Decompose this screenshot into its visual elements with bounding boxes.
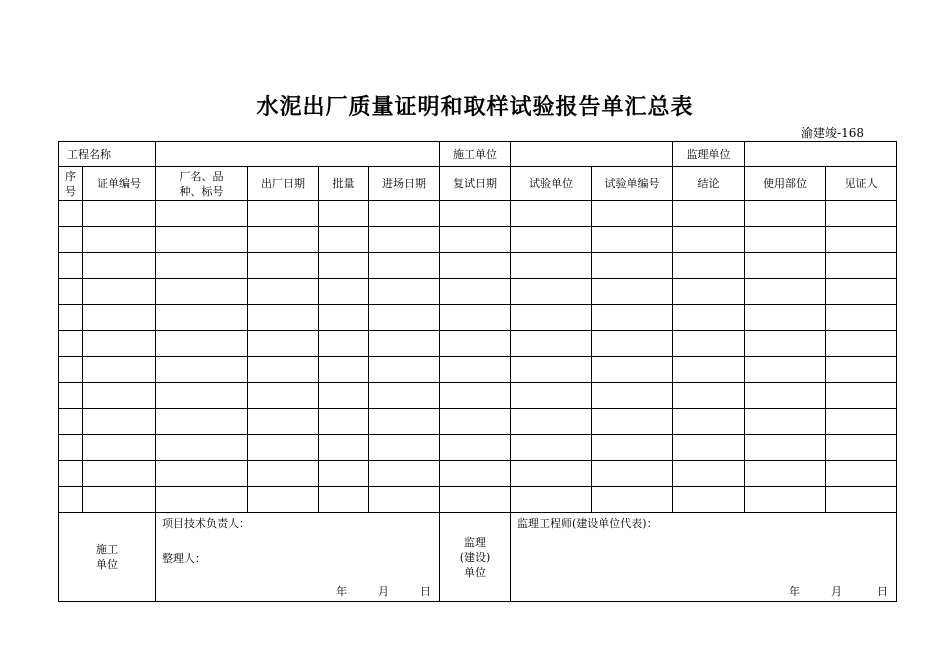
table-cell[interactable] xyxy=(319,383,369,409)
construction-unit-sig-label: 施工 单位 xyxy=(59,513,156,602)
col-witness: 见证人 xyxy=(826,167,897,201)
table-cell[interactable] xyxy=(745,409,826,435)
table-cell[interactable] xyxy=(511,487,592,513)
table-cell[interactable] xyxy=(248,409,319,435)
table-cell[interactable] xyxy=(673,227,745,253)
table-cell[interactable] xyxy=(83,435,156,461)
table-cell[interactable] xyxy=(673,461,745,487)
page-title: 水泥出厂质量证明和取样试验报告单汇总表 xyxy=(256,95,694,120)
table-cell[interactable] xyxy=(592,227,673,253)
col-factory-date: 出厂日期 xyxy=(248,167,319,201)
project-info-row xyxy=(59,142,897,167)
table-cell[interactable] xyxy=(248,461,319,487)
table-cell[interactable] xyxy=(592,201,673,227)
table-cell[interactable] xyxy=(673,331,745,357)
table-cell[interactable] xyxy=(319,227,369,253)
table-row xyxy=(59,331,897,357)
table-cell[interactable] xyxy=(156,305,248,331)
table-cell[interactable] xyxy=(511,461,592,487)
table-cell[interactable] xyxy=(59,227,83,253)
table-cell[interactable] xyxy=(319,461,369,487)
construction-unit-field[interactable] xyxy=(511,142,673,167)
col-test-unit: 试验单位 xyxy=(511,167,592,201)
table-cell[interactable] xyxy=(592,305,673,331)
table-cell[interactable] xyxy=(83,279,156,305)
table-cell[interactable] xyxy=(592,383,673,409)
table-cell[interactable] xyxy=(826,435,897,461)
table-cell[interactable] xyxy=(369,201,440,227)
table-row xyxy=(59,461,897,487)
table-cell[interactable] xyxy=(826,331,897,357)
table-cell[interactable] xyxy=(319,357,369,383)
table-cell[interactable] xyxy=(369,409,440,435)
table-cell[interactable] xyxy=(745,331,826,357)
table-cell[interactable] xyxy=(83,461,156,487)
table-cell[interactable] xyxy=(440,201,511,227)
table-row xyxy=(59,279,897,305)
table-cell[interactable] xyxy=(319,279,369,305)
table-cell[interactable] xyxy=(59,279,83,305)
table-cell[interactable] xyxy=(248,357,319,383)
table-cell[interactable] xyxy=(59,461,83,487)
table-row xyxy=(59,383,897,409)
col-batch: 批量 xyxy=(319,167,369,201)
table-cell[interactable] xyxy=(440,461,511,487)
table-cell[interactable] xyxy=(59,383,83,409)
table-cell[interactable] xyxy=(826,461,897,487)
table-cell[interactable] xyxy=(511,409,592,435)
table-cell[interactable] xyxy=(369,435,440,461)
table-cell[interactable] xyxy=(319,305,369,331)
col-entry-date: 进场日期 xyxy=(369,167,440,201)
table-cell[interactable] xyxy=(83,201,156,227)
table-cell[interactable] xyxy=(319,201,369,227)
table-cell[interactable] xyxy=(156,487,248,513)
table-cell[interactable] xyxy=(369,253,440,279)
table-cell[interactable] xyxy=(826,357,897,383)
table-cell[interactable] xyxy=(83,383,156,409)
table-cell[interactable] xyxy=(826,201,897,227)
supervision-unit-label: 监理单位 xyxy=(673,142,745,167)
table-cell[interactable] xyxy=(592,279,673,305)
table-cell[interactable] xyxy=(369,487,440,513)
table-cell[interactable] xyxy=(156,409,248,435)
col-seq: 序 号 xyxy=(59,167,83,201)
table-row xyxy=(59,227,897,253)
table-cell[interactable] xyxy=(673,253,745,279)
project-name-field[interactable] xyxy=(156,142,440,167)
column-header-row xyxy=(59,167,897,201)
table-cell[interactable] xyxy=(511,253,592,279)
table-cell[interactable] xyxy=(156,253,248,279)
table-cell[interactable] xyxy=(826,487,897,513)
table-cell[interactable] xyxy=(369,305,440,331)
table-row xyxy=(59,201,897,227)
organizer-label: 整理人： xyxy=(162,552,206,565)
table-cell[interactable] xyxy=(673,409,745,435)
table-cell[interactable] xyxy=(592,331,673,357)
signature-row xyxy=(59,513,897,602)
table-cell[interactable] xyxy=(59,253,83,279)
col-test-no: 试验单编号 xyxy=(592,167,673,201)
table-cell[interactable] xyxy=(511,435,592,461)
table-cell[interactable] xyxy=(440,357,511,383)
table-cell[interactable] xyxy=(440,409,511,435)
table-cell[interactable] xyxy=(826,409,897,435)
table-cell[interactable] xyxy=(83,409,156,435)
table-cell[interactable] xyxy=(59,435,83,461)
table-cell[interactable] xyxy=(319,487,369,513)
table-cell[interactable] xyxy=(83,487,156,513)
table-cell[interactable] xyxy=(248,201,319,227)
table-cell[interactable] xyxy=(673,435,745,461)
table-cell[interactable] xyxy=(592,253,673,279)
col-cert-no: 证单编号 xyxy=(83,167,156,201)
table-cell[interactable] xyxy=(440,305,511,331)
table-cell[interactable] xyxy=(319,331,369,357)
table-cell[interactable] xyxy=(511,305,592,331)
table-cell[interactable] xyxy=(745,305,826,331)
table-cell[interactable] xyxy=(440,331,511,357)
table-cell[interactable] xyxy=(826,279,897,305)
table-cell[interactable] xyxy=(369,461,440,487)
col-conclusion: 结论 xyxy=(673,167,745,201)
table-cell[interactable] xyxy=(673,279,745,305)
table-cell[interactable] xyxy=(440,227,511,253)
table-cell[interactable] xyxy=(59,331,83,357)
table-cell[interactable] xyxy=(156,279,248,305)
table-cell[interactable] xyxy=(248,331,319,357)
construction-sign-area[interactable] xyxy=(156,513,440,602)
table-cell[interactable] xyxy=(745,461,826,487)
table-cell[interactable] xyxy=(59,409,83,435)
table-cell[interactable] xyxy=(248,435,319,461)
table-cell[interactable] xyxy=(248,253,319,279)
supervisor-label: 监理工程师(建设单位代表)： xyxy=(517,517,658,530)
form-code: 渝建竣-168 xyxy=(801,126,864,140)
table-cell[interactable] xyxy=(440,435,511,461)
table-cell[interactable] xyxy=(673,383,745,409)
table-cell[interactable] xyxy=(156,461,248,487)
table-cell[interactable] xyxy=(511,383,592,409)
supervision-unit-sig-label: 监理 (建设) 单位 xyxy=(440,513,511,602)
col-retest-date: 复试日期 xyxy=(440,167,511,201)
supervision-unit-field[interactable] xyxy=(745,142,897,167)
supervision-date: 年 月 日 xyxy=(789,585,888,598)
table-cell[interactable] xyxy=(369,279,440,305)
table-cell[interactable] xyxy=(156,201,248,227)
table-cell[interactable] xyxy=(83,305,156,331)
table-cell[interactable] xyxy=(319,435,369,461)
table-cell[interactable] xyxy=(592,435,673,461)
table-cell[interactable] xyxy=(248,279,319,305)
table-cell[interactable] xyxy=(319,253,369,279)
table-cell[interactable] xyxy=(592,357,673,383)
table-row xyxy=(59,253,897,279)
table-cell[interactable] xyxy=(248,487,319,513)
table-cell[interactable] xyxy=(592,409,673,435)
table-row xyxy=(59,487,897,513)
table-cell[interactable] xyxy=(369,227,440,253)
table-cell[interactable] xyxy=(248,227,319,253)
table-cell[interactable] xyxy=(826,383,897,409)
table-cell[interactable] xyxy=(673,201,745,227)
table-cell[interactable] xyxy=(83,253,156,279)
project-name-label: 工程名称 xyxy=(59,142,156,167)
table-cell[interactable] xyxy=(673,487,745,513)
table-cell[interactable] xyxy=(511,279,592,305)
table-cell[interactable] xyxy=(83,357,156,383)
summary-table xyxy=(58,141,897,602)
table-cell[interactable] xyxy=(369,357,440,383)
table-cell[interactable] xyxy=(745,227,826,253)
table-cell[interactable] xyxy=(59,201,83,227)
table-cell[interactable] xyxy=(511,357,592,383)
table-cell[interactable] xyxy=(248,383,319,409)
table-cell[interactable] xyxy=(745,201,826,227)
table-row xyxy=(59,357,897,383)
table-cell[interactable] xyxy=(59,487,83,513)
table-cell[interactable] xyxy=(511,201,592,227)
table-cell[interactable] xyxy=(156,435,248,461)
table-cell[interactable] xyxy=(248,305,319,331)
table-cell[interactable] xyxy=(440,279,511,305)
table-cell[interactable] xyxy=(156,357,248,383)
table-cell[interactable] xyxy=(83,331,156,357)
table-cell[interactable] xyxy=(440,383,511,409)
col-maker: 厂名、品 种、标号 xyxy=(156,167,248,201)
construction-date: 年 月 日 xyxy=(336,585,431,598)
data-rows xyxy=(59,201,897,513)
col-use-part: 使用部位 xyxy=(745,167,826,201)
table-cell[interactable] xyxy=(673,305,745,331)
table-cell[interactable] xyxy=(156,383,248,409)
table-cell[interactable] xyxy=(673,357,745,383)
table-cell[interactable] xyxy=(745,487,826,513)
tech-lead-label: 项目技术负责人： xyxy=(162,517,250,530)
table-row xyxy=(59,409,897,435)
table-cell[interactable] xyxy=(511,227,592,253)
table-cell[interactable] xyxy=(319,409,369,435)
table-cell[interactable] xyxy=(440,253,511,279)
table-cell[interactable] xyxy=(156,331,248,357)
table-cell[interactable] xyxy=(826,305,897,331)
table-cell[interactable] xyxy=(592,487,673,513)
table-cell[interactable] xyxy=(745,253,826,279)
table-cell[interactable] xyxy=(745,383,826,409)
table-cell[interactable] xyxy=(369,383,440,409)
table-cell[interactable] xyxy=(826,253,897,279)
table-cell[interactable] xyxy=(745,357,826,383)
table-cell[interactable] xyxy=(440,487,511,513)
table-cell[interactable] xyxy=(59,357,83,383)
table-cell[interactable] xyxy=(156,227,248,253)
table-row xyxy=(59,305,897,331)
table-cell[interactable] xyxy=(511,331,592,357)
table-row xyxy=(59,435,897,461)
table-cell[interactable] xyxy=(826,227,897,253)
table-cell[interactable] xyxy=(369,331,440,357)
table-cell[interactable] xyxy=(745,279,826,305)
table-cell[interactable] xyxy=(745,435,826,461)
table-cell[interactable] xyxy=(592,461,673,487)
table-cell[interactable] xyxy=(83,227,156,253)
table-cell[interactable] xyxy=(59,305,83,331)
construction-unit-label: 施工单位 xyxy=(440,142,511,167)
supervision-sign-area[interactable] xyxy=(511,513,897,602)
